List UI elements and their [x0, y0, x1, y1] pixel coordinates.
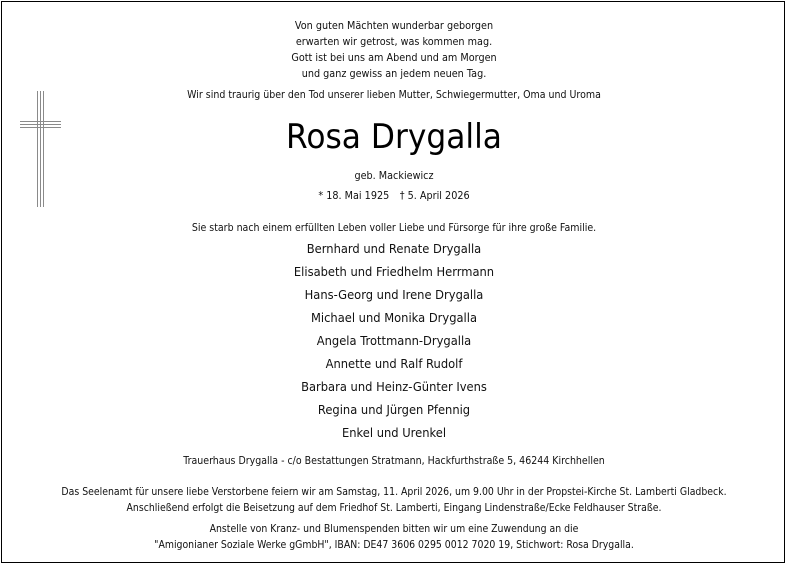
mourning-house-address: Trauerhaus Drygalla - c/o Bestattungen Stratmann, Hackfurthstraße 5, 46244 Kirchhellen — [183, 455, 605, 467]
death-date: † 5. April 2026 — [399, 190, 470, 202]
service-line: Das Seelenamt für unsere liebe Verstorbene feiern wir am Samstag, 11. April 2026, um 9.00 Uhr in der Propstei-Kirche St. Lamberti Gladbeck. — [61, 486, 727, 498]
poem-line: Von guten Mächten wunderbar geborgen — [294, 20, 494, 32]
poem-line: und ganz gewiss an jedem neuen Tag. — [301, 68, 487, 80]
mourner: Bernhard und Renate Drygalla — [306, 241, 482, 256]
intro-text: Wir sind traurig über den Tod unserer lieben Mutter, Schwiegermutter, Oma und Uroma — [187, 89, 601, 101]
life-dates — [32, 188, 757, 204]
statement-text: Sie starb nach einem erfüllten Leben voller Liebe und Fürsorge für ihre große Familie. — [191, 222, 597, 234]
donation-info — [43, 521, 744, 553]
mourner: Hans-Georg und Irene Drygalla — [304, 287, 484, 302]
donation-line: "Amigonianer Soziale Werke gGmbH", IBAN: DE47 3606 0295 0012 7020 19, Stichwort: Rosa Drygalla. — [154, 539, 634, 551]
donation-line: Anstelle von Kranz- und Blumenspenden bitten wir um eine Zuwendung an die — [209, 523, 579, 535]
birth-date: * 18. Mai 1925 — [318, 190, 390, 202]
mourner: Regina und Jürgen Pfennig — [317, 402, 471, 417]
poem — [32, 18, 757, 82]
deceased-name: Rosa Drygalla — [286, 117, 502, 157]
mourner: Enkel und Urenkel — [341, 425, 447, 440]
service-info — [43, 484, 744, 516]
service-line: Anschließend erfolgt die Beisetzung auf dem Friedhof St. Lamberti, Eingang Lindenstraße/Ecke Feldhauser Straße. — [126, 502, 662, 514]
mourner: Angela Trottmann-Drygalla — [316, 333, 472, 348]
poem-line: erwarten wir getrost, was kommen mag. — [295, 36, 493, 48]
mourner: Barbara und Heinz-Günter Ivens — [301, 379, 487, 394]
mourner: Elisabeth und Friedhelm Herrmann — [293, 264, 495, 279]
mourner: Annette und Ralf Rudolf — [325, 356, 463, 371]
mourner: Michael und Monika Drygalla — [310, 310, 478, 325]
poem-line: Gott ist bei uns am Abend und am Morgen — [291, 52, 497, 64]
mourners-list — [32, 237, 757, 444]
maiden-name: geb. Mackiewicz — [354, 170, 434, 182]
